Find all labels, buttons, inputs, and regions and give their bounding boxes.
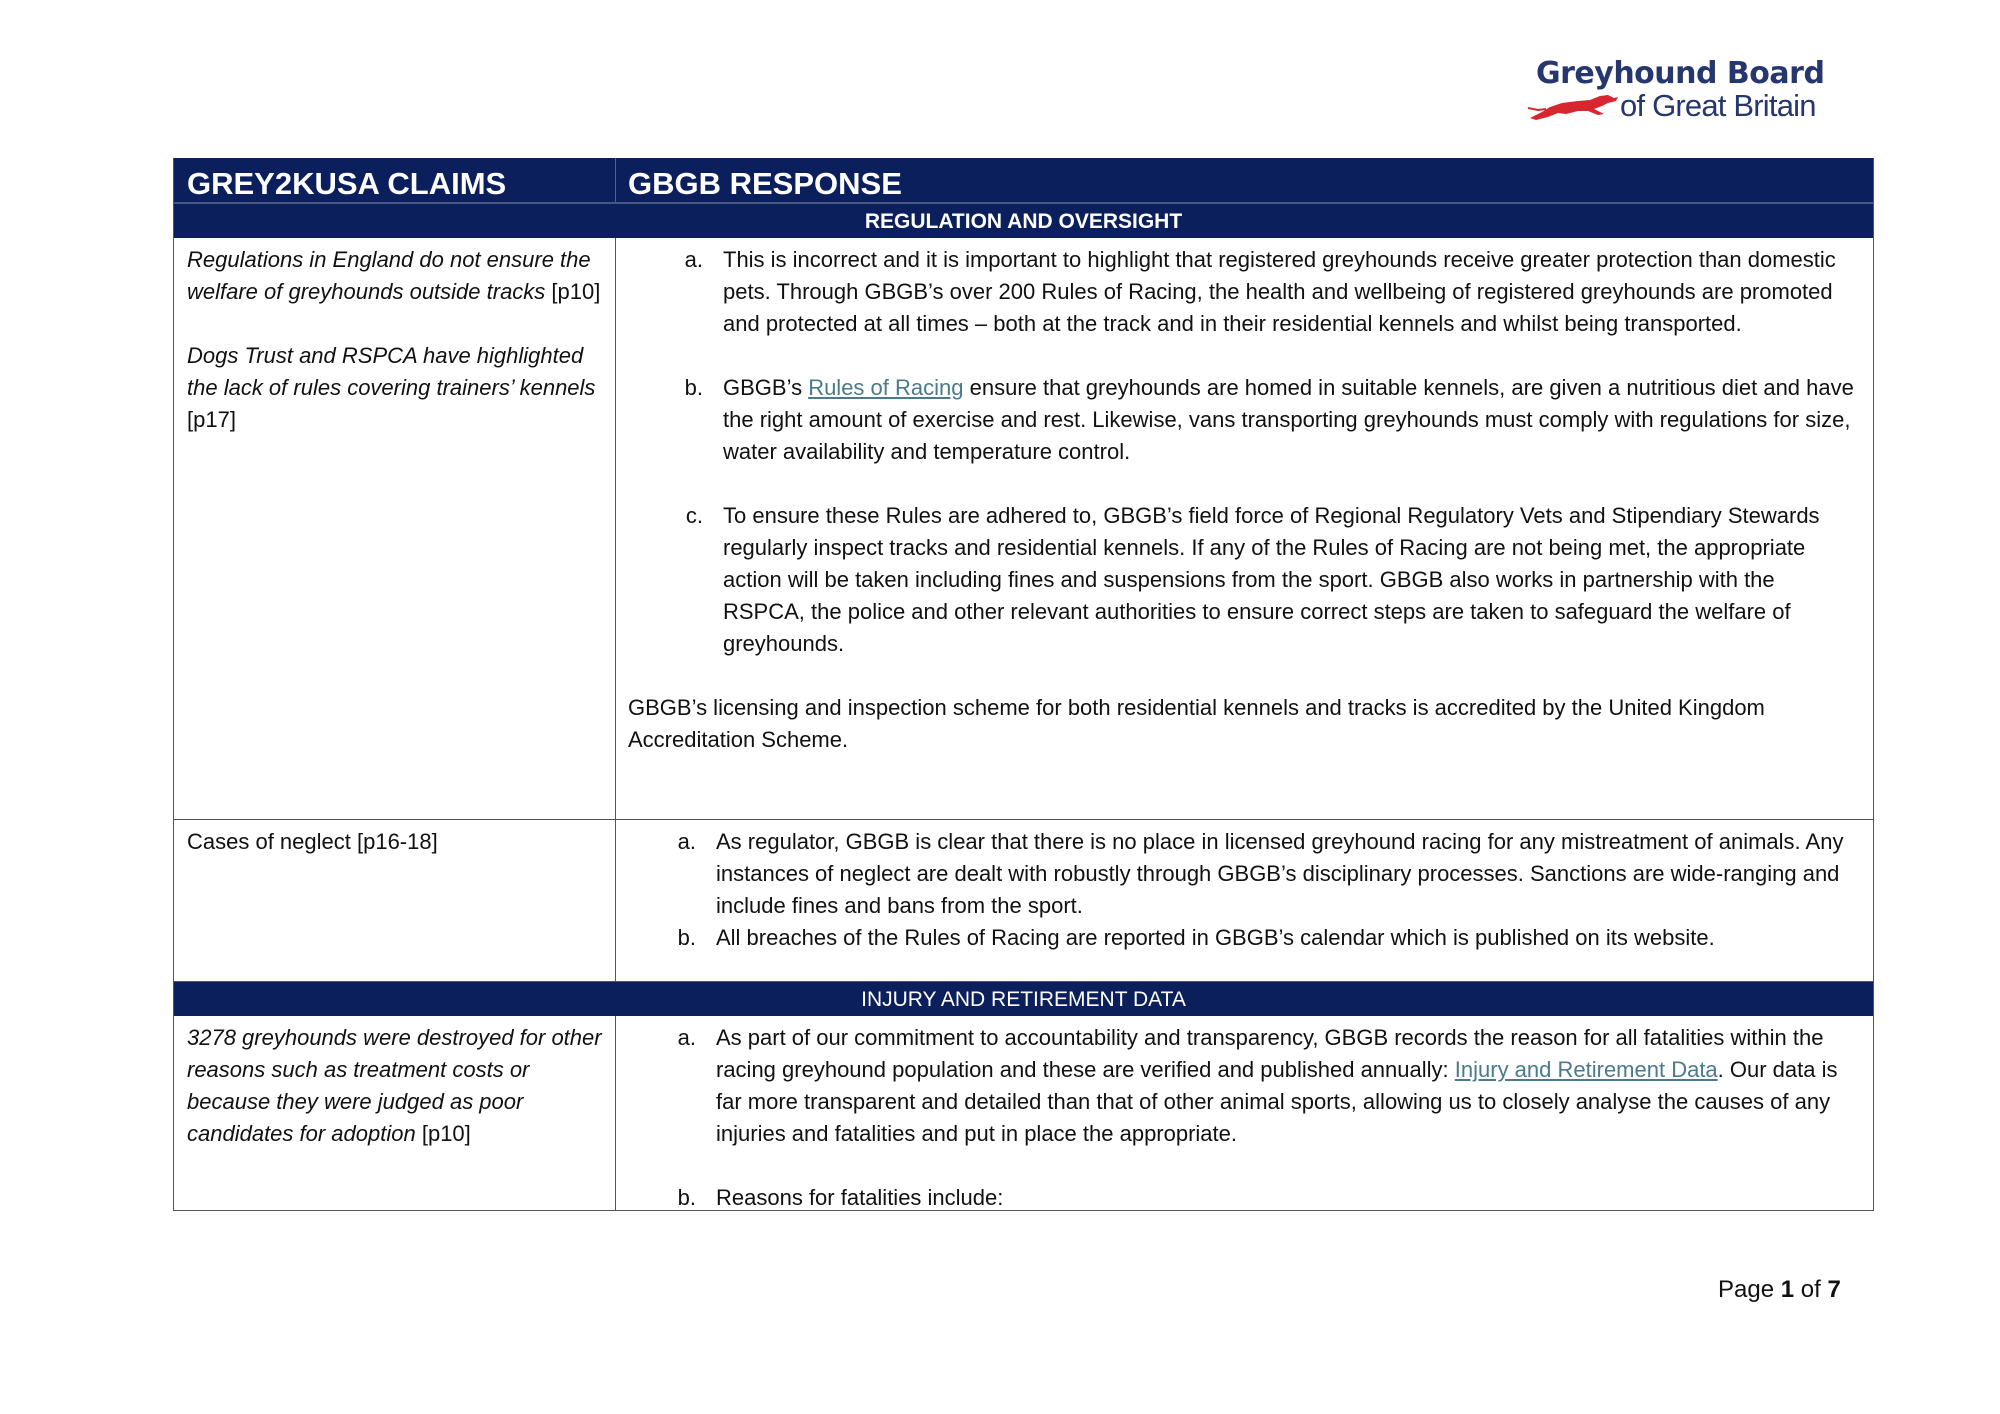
response-cell — [616, 820, 1873, 981]
current-page: 1 — [1780, 1276, 1795, 1303]
item-text — [716, 1022, 1861, 1150]
rules-of-racing-link[interactable]: Rules of Racing — [808, 375, 964, 400]
response-cell — [616, 1016, 1873, 1210]
item-text: This is incorrect and it is important to highlight that registered greyhounds receive greater protection than domestic pets. Through GBGB’s over 200 Rules of Racing, the health and wellbeing of registered greyhounds are promoted and protected at all times – both at the track and in their residential kennels and whilst being transported. — [723, 247, 1836, 336]
page-prefix: Page — [1718, 1276, 1781, 1303]
item-label: a. — [684, 247, 703, 272]
item-text: As regulator, GBGB is clear that there is no place in licensed greyhound racing for any mistreatment of animals. Any instances of neglect are dealt with robustly through GBGB’s disciplinary processes. Sanctions are wide-ranging and include fines and bans from the sport. — [716, 829, 1844, 918]
claim-cell — [174, 1016, 616, 1210]
header-response: GBGB RESPONSE — [628, 166, 902, 201]
item-text: To ensure these Rules are adhered to, GBGB’s field force of Regional Regulatory Vets and Stipendiary Stewards regularly inspect tracks and residential kennels. If any of the Rules of Racing are not being met, the appropriate action will be taken including fines and suspensions from the sport. GBGB also works in partnership with the RSPCA, the police and other relevant authorities to ensure correct steps are taken to safeguard the welfare of greyhounds. — [723, 503, 1820, 656]
claim-ref: [p17] — [187, 407, 236, 432]
header-claims: GREY2KUSA CLAIMS — [174, 158, 616, 202]
response-item — [628, 826, 1861, 922]
response-item — [628, 1182, 1861, 1214]
text-run: GBGB’s — [723, 375, 809, 400]
table-header-row — [174, 158, 1873, 204]
item-text — [723, 372, 1861, 468]
item-label: b. — [677, 925, 696, 950]
item-text: All breaches of the Rules of Racing are reported in GBGB’s calendar which is published on its website. — [716, 925, 1715, 950]
claim-ref: [p10] — [545, 279, 601, 304]
claim-quote: Dogs Trust and RSPCA have highlighted the lack of rules covering trainers’ kennels — [187, 343, 596, 400]
table-row — [174, 1016, 1873, 1210]
response-item — [628, 372, 1861, 468]
response-item — [628, 244, 1861, 340]
item-text: Reasons for fatalities include: — [716, 1185, 1004, 1210]
response-item — [628, 500, 1861, 660]
claim-cell: Cases of neglect [p16-18] — [174, 820, 616, 981]
response-item — [628, 1022, 1861, 1150]
item-label: a. — [677, 1025, 696, 1050]
claim-quote: 3278 greyhounds were destroyed for other reasons such as treatment costs or because they were judged as poor candidates for adoption — [187, 1025, 602, 1146]
logo-subtitle: of Great Britain — [1620, 88, 1816, 123]
claims-response-table — [173, 158, 1874, 1211]
claim-text — [187, 244, 602, 308]
claim-ref: [p10] — [415, 1121, 471, 1146]
claim-text — [187, 340, 602, 436]
item-label: b. — [684, 375, 703, 400]
page-number — [1718, 1276, 1841, 1304]
item-label: b. — [677, 1185, 696, 1210]
gbgb-logo — [1528, 56, 1838, 126]
claim-cell — [174, 238, 616, 819]
section-header-injury: INJURY AND RETIREMENT DATA — [174, 982, 1873, 1016]
running-greyhound-icon — [1528, 92, 1623, 122]
item-label: c. — [685, 503, 703, 528]
closing-paragraph: GBGB’s licensing and inspection scheme for both residential kennels and tracks is accredited by the United Kingdom Accreditation Scheme. — [628, 695, 1765, 752]
item-label: a. — [677, 829, 696, 854]
section-header-regulation: REGULATION AND OVERSIGHT — [174, 204, 1873, 238]
response-item — [628, 922, 1861, 954]
table-row — [174, 238, 1873, 820]
total-pages: 7 — [1827, 1276, 1841, 1303]
claim-quote: Regulations in England do not ensure the welfare of greyhounds outside tracks — [187, 247, 591, 304]
text-run: . Our data is far more transparent and detailed than that of other animal sports, allowing us to closely analyse the causes of any injuries and fatalities and put in place the appropriate. — [716, 1057, 1838, 1146]
logo-title: Greyhound Board — [1536, 56, 1825, 91]
table-row — [174, 820, 1873, 982]
response-cell — [616, 238, 1873, 819]
page-of: of — [1794, 1276, 1828, 1303]
claim-text — [187, 1022, 602, 1150]
text-run: ensure that greyhounds are homed in suitable kennels, are given a nutritious diet and have the right amount of exercise and rest. Likewise, vans transporting greyhounds must comply with regulations for size, water availability and temperature control. — [723, 375, 1854, 464]
text-run: As part of our commitment to accountability and transparency, GBGB records the reason for all fatalities within the racing greyhound population and these are verified and published annually: — [716, 1025, 1824, 1082]
injury-retirement-data-link[interactable]: Injury and Retirement Data — [1454, 1057, 1718, 1082]
